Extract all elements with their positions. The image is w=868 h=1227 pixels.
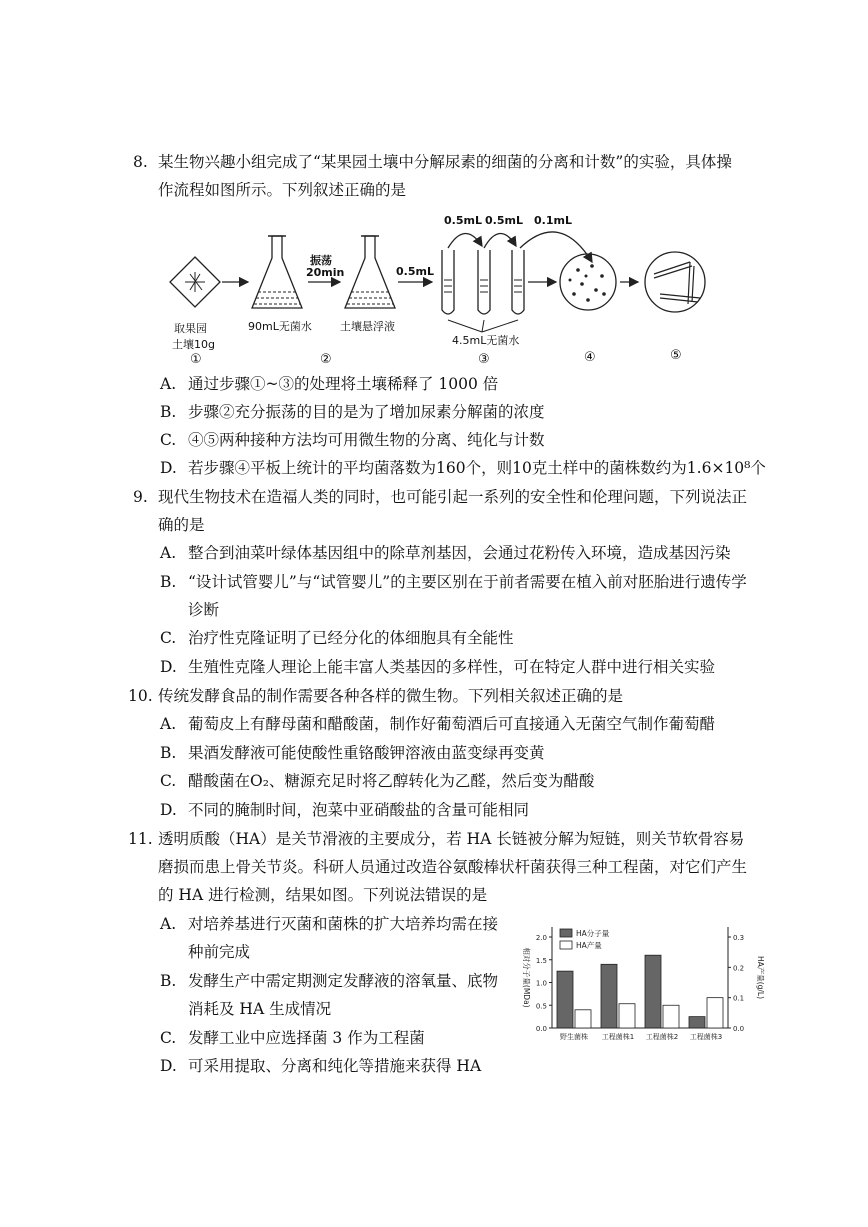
caption-suspension: 土壤悬浮液: [340, 320, 395, 333]
q9-stem-line2: 确的是: [158, 516, 205, 534]
chart-right-axis-label: HA产量(g/L): [756, 955, 765, 1000]
q10-option-a: A. 葡萄皮上有酵母菌和醋酸菌，制作好葡萄酒后可直接通入无菌空气制作葡萄醋: [160, 715, 716, 733]
q9-option-d: D. 生殖性克隆人理论上能丰富人类基因的多样性，可在特定人群中进行相关实验: [160, 658, 716, 676]
streak-plate-icon: [645, 252, 705, 312]
bar-ha-yield: [619, 1004, 635, 1028]
bar-ha-yield: [663, 1005, 679, 1028]
q10-option-d: D. 不同的腌制时间，泡菜中亚硝酸盐的含量可能相同: [160, 801, 530, 819]
chart-category-label: 工程菌株2: [645, 1033, 679, 1041]
q8-stem-line1: 某生物兴趣小组完成了“某果园土壤中分解尿素的细菌的分离和计数”的实验，具体操: [158, 153, 732, 171]
q8-flow-svg: [160, 210, 720, 370]
test-tube-1-icon: [442, 250, 454, 314]
q9-option-b-cont: 诊断: [188, 601, 220, 619]
q11-option-d: D. 可采用提取、分离和纯化等措施来获得 HA: [160, 1057, 482, 1075]
chart-left-tick-label: 0.0: [535, 1025, 547, 1033]
legend-label: HA产量: [576, 941, 602, 950]
test-tube-3-icon: [512, 250, 524, 314]
ha-chart-svg: [510, 915, 770, 1050]
chart-left-tick-label: 0.5: [535, 1002, 547, 1011]
step-5-marker: ⑤: [670, 348, 682, 363]
label-vol-tube2: 0.5mL: [485, 214, 523, 227]
legend-swatch: [560, 929, 572, 937]
chart-right-tick-label: 0.2: [733, 964, 745, 973]
q9-number: 9.: [133, 488, 148, 506]
q8-flow-diagram: [160, 210, 720, 370]
q9-option-b: B. “设计试管婴儿”与“试管婴儿”的主要区别在于前者需要在植入前对胚胎进行遗传学: [160, 573, 747, 591]
bar-ha-molecular-weight: [557, 971, 573, 1028]
q10-option-c: C. 醋酸菌在O₂、糖源充足时将乙醇转化为乙醛，然后变为醋酸: [160, 772, 595, 790]
test-tube-2-icon: [478, 250, 490, 314]
chart-right-tick-label: 0.3: [733, 934, 745, 942]
bar-ha-yield: [575, 1010, 591, 1028]
bar-ha-molecular-weight: [645, 955, 661, 1028]
q11-option-a-cont: 种前完成: [188, 943, 251, 961]
chart-left-tick-label: 1.0: [535, 979, 547, 988]
flask-1-icon: [252, 236, 302, 308]
bar-ha-yield: [707, 998, 723, 1028]
q9-stem-line1: 现代生物技术在造福人类的同时，也可能引起一系列的安全性和伦理问题，下列说法正: [158, 488, 748, 506]
step-1-marker: ①: [190, 352, 202, 367]
q11-option-c: C. 发酵工业中应选择菌 3 作为工程菌: [160, 1029, 425, 1047]
spread-plate-icon: [560, 254, 616, 310]
flask-2-icon: [345, 236, 395, 308]
chart-left-tick-label: 2.0: [535, 934, 547, 942]
soil-sample-icon: [170, 257, 220, 307]
caption-90ml: 90mL无菌水: [248, 320, 312, 333]
q8-stem-line2: 作流程如图所示。下列叙述正确的是: [158, 181, 407, 199]
q10-option-b: B. 果酒发酵液可能使酸性重铬酸钾溶液由蓝变绿再变黄: [160, 744, 545, 762]
legend-label: HA分子量: [576, 929, 610, 938]
q9-option-c: C. 治疗性克隆证明了已经分化的体细胞具有全能性: [160, 629, 514, 647]
q11-option-a: A. 对培养基进行灭菌和菌株的扩大培养均需在接: [160, 915, 499, 933]
q8-option-c: C. ④⑤两种接种方法均可用微生物的分离、纯化与计数: [160, 431, 545, 449]
chart-right-tick-label: 0.0: [733, 1025, 745, 1033]
q11-number: 11.: [128, 830, 153, 848]
bar-ha-molecular-weight: [601, 964, 617, 1028]
chart-category-label: 工程菌株3: [689, 1033, 723, 1041]
q8-option-b: B. 步骤②充分振荡的目的是为了增加尿素分解菌的浓度: [160, 403, 545, 421]
chart-category-label: 工程菌株1: [601, 1033, 635, 1041]
label-vol-flask-to-tube: 0.5mL: [396, 265, 434, 278]
q10-number: 10.: [128, 687, 153, 705]
q11-option-b-cont: 消耗及 HA 生成情况: [188, 1000, 332, 1018]
legend-swatch: [560, 941, 572, 949]
ha-bar-chart: [510, 915, 770, 1050]
caption-soil-2: 土壤10g: [172, 338, 215, 351]
q10-stem-line1: 传统发酵食品的制作需要各种各样的微生物。下列相关叙述正确的是: [158, 687, 624, 705]
label-vol-tube1: 0.5mL: [444, 214, 482, 227]
chart-category-label: 野生菌株: [560, 1033, 588, 1041]
label-20min: 20min: [306, 266, 345, 279]
caption-4-5ml: 4.5mL无菌水: [452, 334, 520, 347]
q8-option-d: D. 若步骤④平板上统计的平均菌落数为160个，则10克土样中的菌株数约为1.6×10⁸个: [160, 459, 766, 477]
step-2-marker: ②: [320, 352, 332, 367]
chart-left-tick-label: 1.5: [535, 956, 547, 965]
q11-stem-line3: 的 HA 进行检测，结果如图。下列说法错误的是: [158, 886, 488, 904]
q8-number: 8.: [133, 153, 148, 171]
step-4-marker: ④: [584, 350, 596, 365]
label-vol-plate: 0.1mL: [534, 214, 572, 227]
q11-stem-line1: 透明质酸（HA）是关节滑液的主要成分，若 HA 长链被分解为短链，则关节软骨容易: [158, 830, 745, 848]
chart-left-axis-label: 相对分子量(MDa): [522, 947, 531, 1008]
q11-stem-line2: 磨损而患上骨关节炎。科研人员通过改造谷氨酸棒状杆菌获得三种工程菌，对它们产生: [158, 858, 748, 876]
q11-option-b: B. 发酵生产中需定期测定发酵液的溶氧量、底物: [160, 972, 499, 990]
caption-soil-1: 取果园: [174, 322, 207, 335]
label-shake: 振荡: [310, 254, 332, 267]
bar-ha-molecular-weight: [689, 1017, 705, 1028]
chart-right-tick-label: 0.1: [733, 994, 745, 1003]
q9-option-a: A. 整合到油菜叶绿体基因组中的除草剂基因，会通过花粉传入环境，造成基因污染: [160, 544, 731, 562]
step-3-marker: ③: [478, 352, 490, 367]
q8-option-a: A. 通过步骤①~③的处理将土壤稀释了 1000 倍: [160, 375, 499, 393]
